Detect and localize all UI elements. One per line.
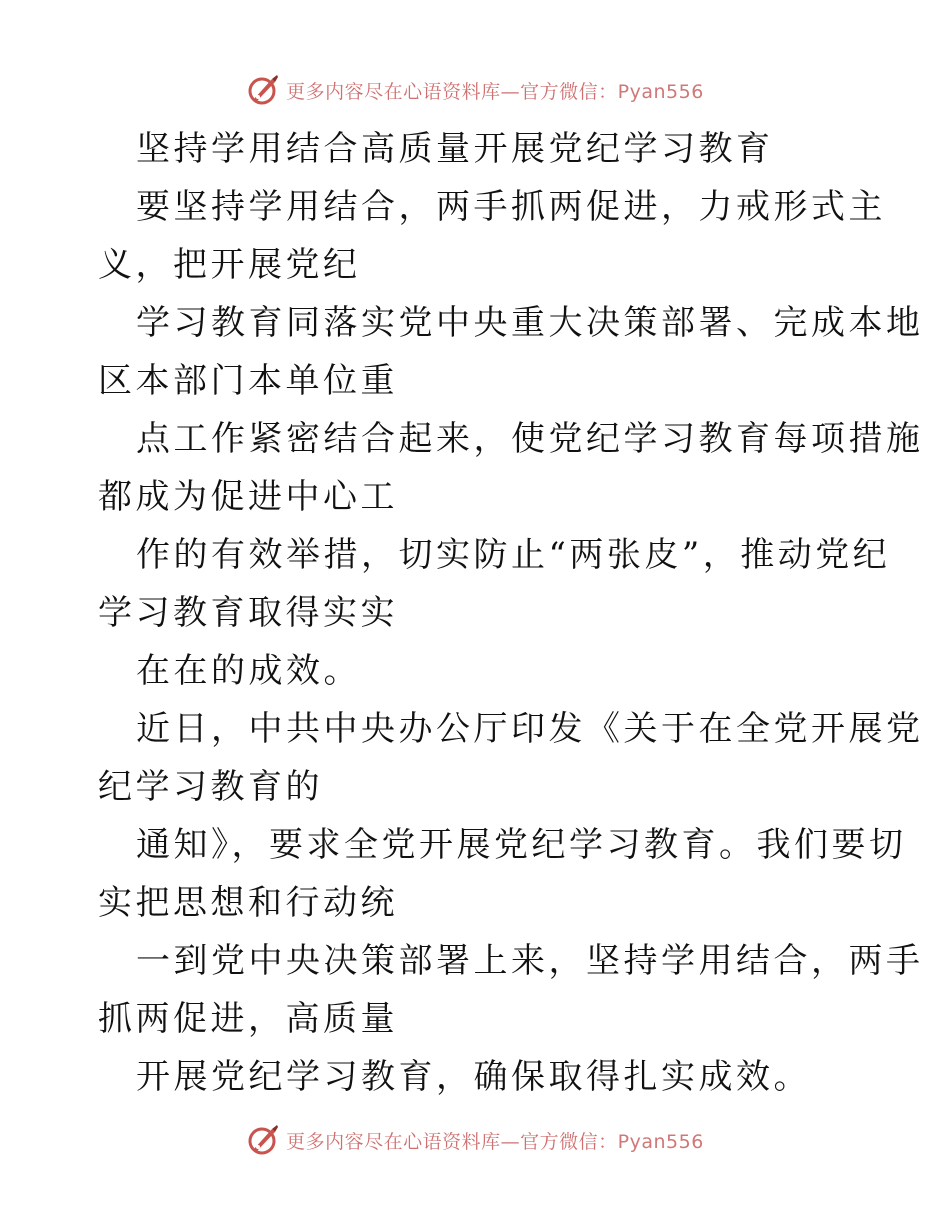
document-body [98, 120, 924, 1106]
document-title: 坚持学用结合高质量开展党纪学习教育 [136, 129, 774, 169]
text-line: 在在的成效。 [136, 651, 361, 691]
quill-logo-icon [246, 73, 280, 107]
text-line: 作的有效举措，切实防止“两张皮”，推动党纪 [136, 535, 891, 575]
header-watermark [0, 70, 950, 110]
footer-watermark [0, 1120, 950, 1160]
text-line: 通知》，要求全党开展党纪学习教育。我们要切 [136, 825, 907, 865]
watermark-text: 更多内容尽在心语资料库—官方微信：Pyan556 [286, 1130, 704, 1153]
text-line: 要坚持学用结合，两手抓两促进，力戒形式主 [136, 187, 886, 227]
watermark-text: 更多内容尽在心语资料库—官方微信：Pyan556 [286, 80, 704, 103]
text-line: 实把思想和行动统 [98, 883, 398, 923]
text-line: 学习教育取得实实 [98, 593, 398, 633]
text-line: 点工作紧密结合起来，使党纪学习教育每项措施 [136, 419, 924, 459]
text-line: 近日，中共中央办公厅印发《关于在全党开展党 [136, 709, 924, 749]
quill-logo-icon [246, 1123, 280, 1157]
text-line: 义，把开展党纪 [98, 245, 361, 285]
text-line: 开展党纪学习教育，确保取得扎实成效。 [136, 1057, 811, 1097]
text-line: 一到党中央决策部署上来，坚持学用结合，两手 [136, 941, 924, 981]
text-line: 区本部门本单位重 [98, 361, 398, 401]
text-line: 学习教育同落实党中央重大决策部署、完成本地 [136, 303, 924, 343]
text-line: 纪学习教育的 [98, 767, 323, 807]
text-line: 抓两促进，高质量 [98, 999, 398, 1039]
text-line: 都成为促进中心工 [98, 477, 398, 517]
